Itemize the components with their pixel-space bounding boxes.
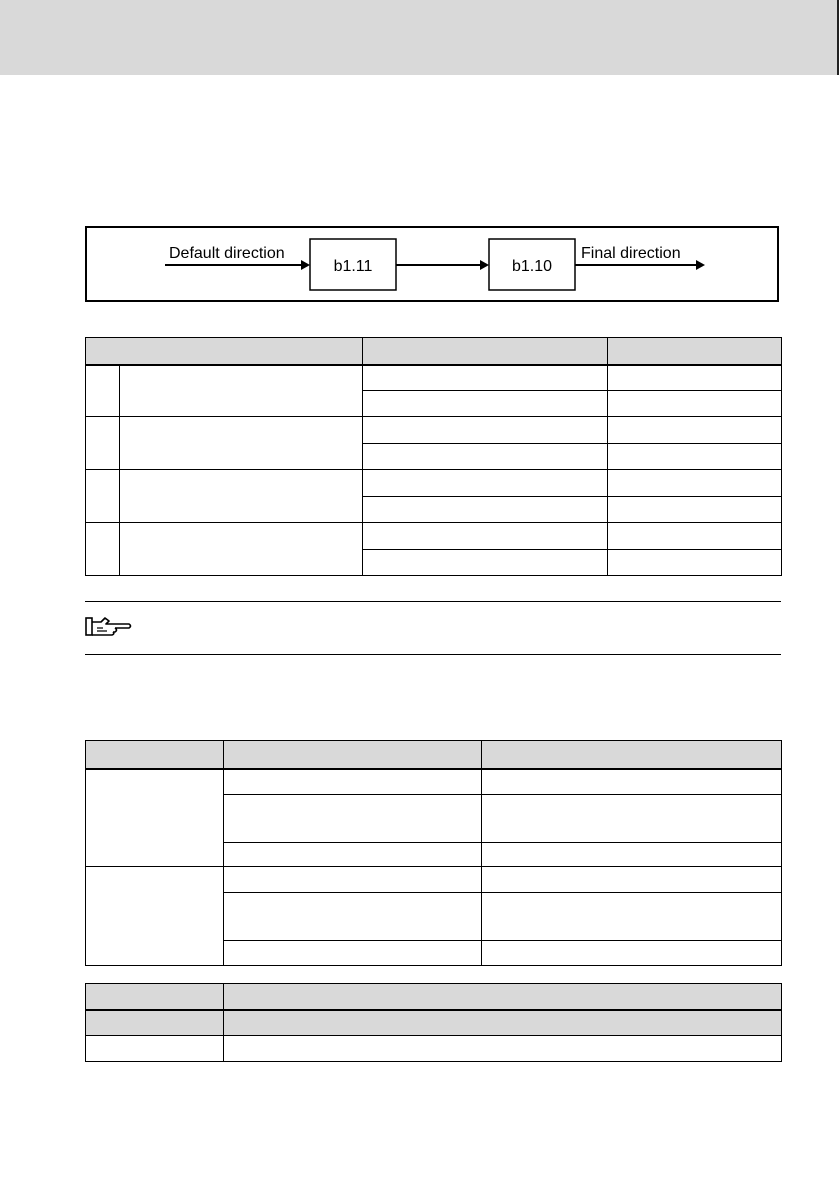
table2-cell bbox=[482, 893, 782, 941]
output-arrow-head bbox=[696, 260, 705, 270]
table1-cell bbox=[363, 365, 608, 391]
direction-table bbox=[85, 337, 782, 576]
table2-cell bbox=[482, 843, 782, 867]
table1-cell bbox=[363, 444, 608, 470]
note-box bbox=[85, 601, 781, 655]
table2-header-cell bbox=[224, 741, 482, 769]
table1-cell bbox=[608, 417, 782, 444]
table1-cell bbox=[120, 470, 363, 523]
table1-cell bbox=[608, 391, 782, 417]
direction-diagram bbox=[85, 226, 779, 302]
table1-cell bbox=[363, 497, 608, 523]
table1-cell bbox=[86, 470, 120, 523]
table2-cell bbox=[224, 795, 482, 843]
output-label: Final direction bbox=[581, 245, 681, 262]
table2-header-cell bbox=[482, 741, 782, 769]
table1-cell bbox=[86, 523, 120, 576]
table2-cell bbox=[224, 867, 482, 893]
table1-cell bbox=[86, 365, 120, 417]
table1-cell bbox=[120, 365, 363, 417]
table1-cell bbox=[608, 470, 782, 497]
table2-cell bbox=[224, 769, 482, 795]
table1-cell bbox=[363, 417, 608, 444]
table1-cell bbox=[86, 417, 120, 470]
table1-header-cell bbox=[608, 338, 782, 365]
summary-table bbox=[85, 983, 782, 1062]
table3-header-cell bbox=[86, 984, 224, 1010]
table2-header-cell bbox=[86, 741, 224, 769]
page-header-band bbox=[0, 0, 839, 75]
table3-header-cell bbox=[224, 984, 782, 1010]
table1-header-cell bbox=[363, 338, 608, 365]
table1-cell bbox=[363, 523, 608, 550]
table2-cell bbox=[224, 893, 482, 941]
table3-cell bbox=[224, 1036, 782, 1062]
block-b1-11-label: b1.11 bbox=[333, 258, 373, 275]
table1-cell bbox=[608, 523, 782, 550]
input-label: Default direction bbox=[169, 245, 285, 262]
table3-cell bbox=[224, 1010, 782, 1036]
pointing-hand-icon bbox=[85, 614, 133, 643]
table2-cell bbox=[482, 867, 782, 893]
table2-cell bbox=[482, 941, 782, 966]
table2-cell bbox=[86, 769, 224, 867]
table2-cell bbox=[224, 941, 482, 966]
table2-cell bbox=[86, 867, 224, 966]
table2-cell bbox=[482, 795, 782, 843]
input-arrow-head bbox=[301, 260, 310, 270]
table3-cell bbox=[86, 1036, 224, 1062]
table1-cell bbox=[363, 391, 608, 417]
middle-arrow-head bbox=[480, 260, 489, 270]
parameter-table bbox=[85, 740, 782, 966]
table2-cell bbox=[482, 769, 782, 795]
table2-cell bbox=[224, 843, 482, 867]
table1-cell bbox=[608, 444, 782, 470]
table1-cell bbox=[363, 550, 608, 576]
block-b1-10-label: b1.10 bbox=[511, 258, 553, 275]
table3-cell bbox=[86, 1010, 224, 1036]
direction-diagram-svg bbox=[87, 228, 781, 304]
table1-cell bbox=[120, 417, 363, 470]
table1-cell bbox=[608, 365, 782, 391]
table1-cell bbox=[363, 470, 608, 497]
table1-cell bbox=[120, 523, 363, 576]
table1-header-cell bbox=[86, 338, 363, 365]
table1-cell bbox=[608, 497, 782, 523]
table1-cell bbox=[608, 550, 782, 576]
